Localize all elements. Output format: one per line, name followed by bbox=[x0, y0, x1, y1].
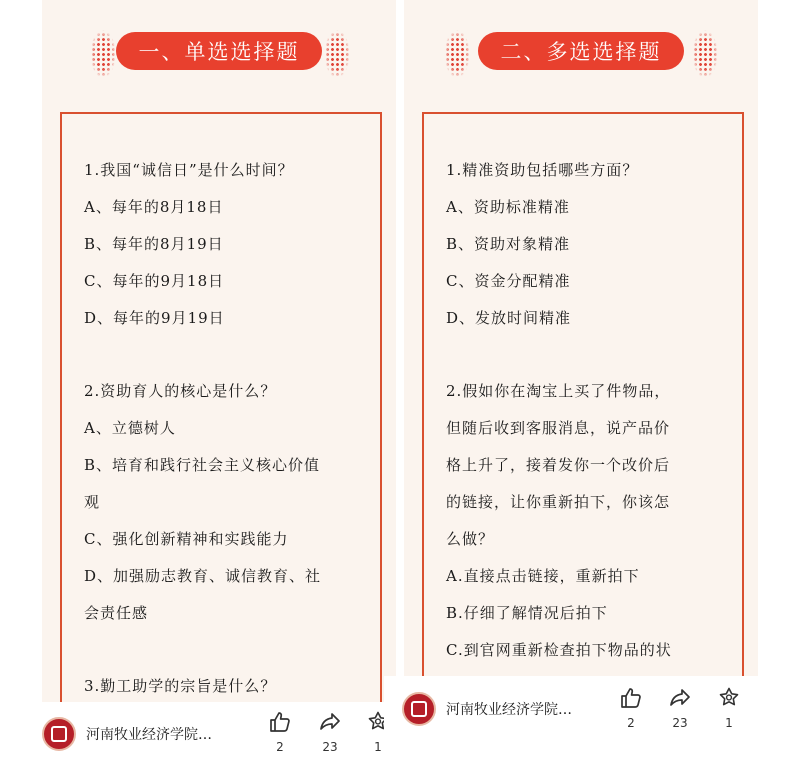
like-count: 2 bbox=[627, 716, 635, 730]
star-icon bbox=[717, 686, 741, 710]
share-count: 23 bbox=[672, 716, 688, 730]
question-text: 3.勤工助学的宗旨是什么？ bbox=[84, 677, 277, 695]
question-text: 2.假如你在淘宝上买了件物品， bbox=[446, 382, 671, 400]
question-list bbox=[62, 114, 364, 702]
answer-option: B.仔细了解情况后拍下 bbox=[446, 604, 608, 622]
answer-option: D、加强励志教育、诚信教育、社 bbox=[84, 567, 322, 585]
answer-option: C、每年的9月18日 bbox=[84, 272, 225, 290]
thumbs-up-icon bbox=[268, 710, 292, 734]
section-banner bbox=[404, 32, 758, 76]
answer-option: B、培育和践行社会主义核心价值 bbox=[84, 456, 321, 474]
question-box bbox=[422, 112, 744, 676]
star-button[interactable] bbox=[709, 686, 749, 730]
share-button[interactable] bbox=[660, 686, 700, 730]
account-link[interactable] bbox=[42, 717, 212, 751]
decorative-dots bbox=[440, 22, 474, 86]
truncated-text bbox=[446, 669, 726, 676]
article-panel-single-choice bbox=[42, 0, 396, 702]
answer-option: D、发放时间精准 bbox=[446, 309, 572, 327]
question-spacer bbox=[84, 632, 364, 668]
answer-option: A、每年的8月18日 bbox=[84, 198, 224, 216]
question-spacer bbox=[84, 337, 364, 373]
answer-option: D、每年的9月19日 bbox=[84, 309, 225, 327]
question-text: 么做？ bbox=[446, 530, 495, 548]
answer-option: A.直接点击链接，重新拍下 bbox=[446, 567, 640, 585]
like-count: 2 bbox=[276, 740, 284, 754]
question-text: 1.我国“诚信日”是什么时间？ bbox=[84, 161, 294, 179]
question-text: 2.资助育人的核心是什么？ bbox=[84, 382, 277, 400]
answer-option: C、资金分配精准 bbox=[446, 272, 571, 290]
school-logo-icon bbox=[402, 692, 436, 726]
article-panel-multiple-choice bbox=[404, 0, 758, 676]
section-title: 一、单选选择题 bbox=[116, 32, 322, 70]
star-count: 1 bbox=[725, 716, 733, 730]
answer-option: B、资助对象精准 bbox=[446, 235, 571, 253]
question-text: 格上升了，接着发你一个改价后 bbox=[446, 456, 671, 474]
decorative-dots bbox=[688, 22, 722, 86]
like-button[interactable] bbox=[611, 686, 651, 730]
article-action-bar bbox=[384, 676, 784, 738]
question-box bbox=[60, 112, 382, 702]
section-title: 二、多选选择题 bbox=[478, 32, 684, 70]
answer-option: C、强化创新精神和实践能力 bbox=[84, 530, 289, 548]
share-icon bbox=[318, 710, 342, 734]
school-logo-icon bbox=[42, 717, 76, 751]
article-action-bar bbox=[22, 702, 400, 767]
answer-option: 会责任感 bbox=[84, 604, 149, 622]
account-link[interactable] bbox=[402, 692, 572, 726]
answer-option: A、立德树人 bbox=[84, 419, 176, 437]
share-button[interactable] bbox=[310, 710, 350, 754]
share-count: 23 bbox=[322, 740, 338, 754]
section-banner bbox=[42, 32, 396, 76]
question-text: 的链接，让你重新拍下，你该怎 bbox=[446, 493, 671, 511]
like-button[interactable] bbox=[260, 710, 300, 754]
answer-option: B、每年的8月19日 bbox=[84, 235, 224, 253]
answer-option: C.到官网重新检查拍下物品的状 bbox=[446, 641, 672, 659]
decorative-dots bbox=[320, 22, 354, 86]
question-spacer bbox=[446, 337, 726, 373]
answer-option: A、资助标准精准 bbox=[446, 198, 570, 216]
question-text: 但随后收到客服消息，说产品价 bbox=[446, 419, 671, 437]
thumbs-up-icon bbox=[619, 686, 643, 710]
star-count: 1 bbox=[374, 740, 382, 754]
account-name: 河南牧业经济学院… bbox=[446, 702, 572, 718]
answer-option: 观 bbox=[84, 493, 101, 511]
question-text: 1.精准资助包括哪些方面？ bbox=[446, 161, 639, 179]
decorative-dots bbox=[86, 22, 120, 86]
question-list bbox=[424, 114, 726, 676]
share-icon bbox=[668, 686, 692, 710]
account-name: 河南牧业经济学院… bbox=[86, 727, 212, 743]
